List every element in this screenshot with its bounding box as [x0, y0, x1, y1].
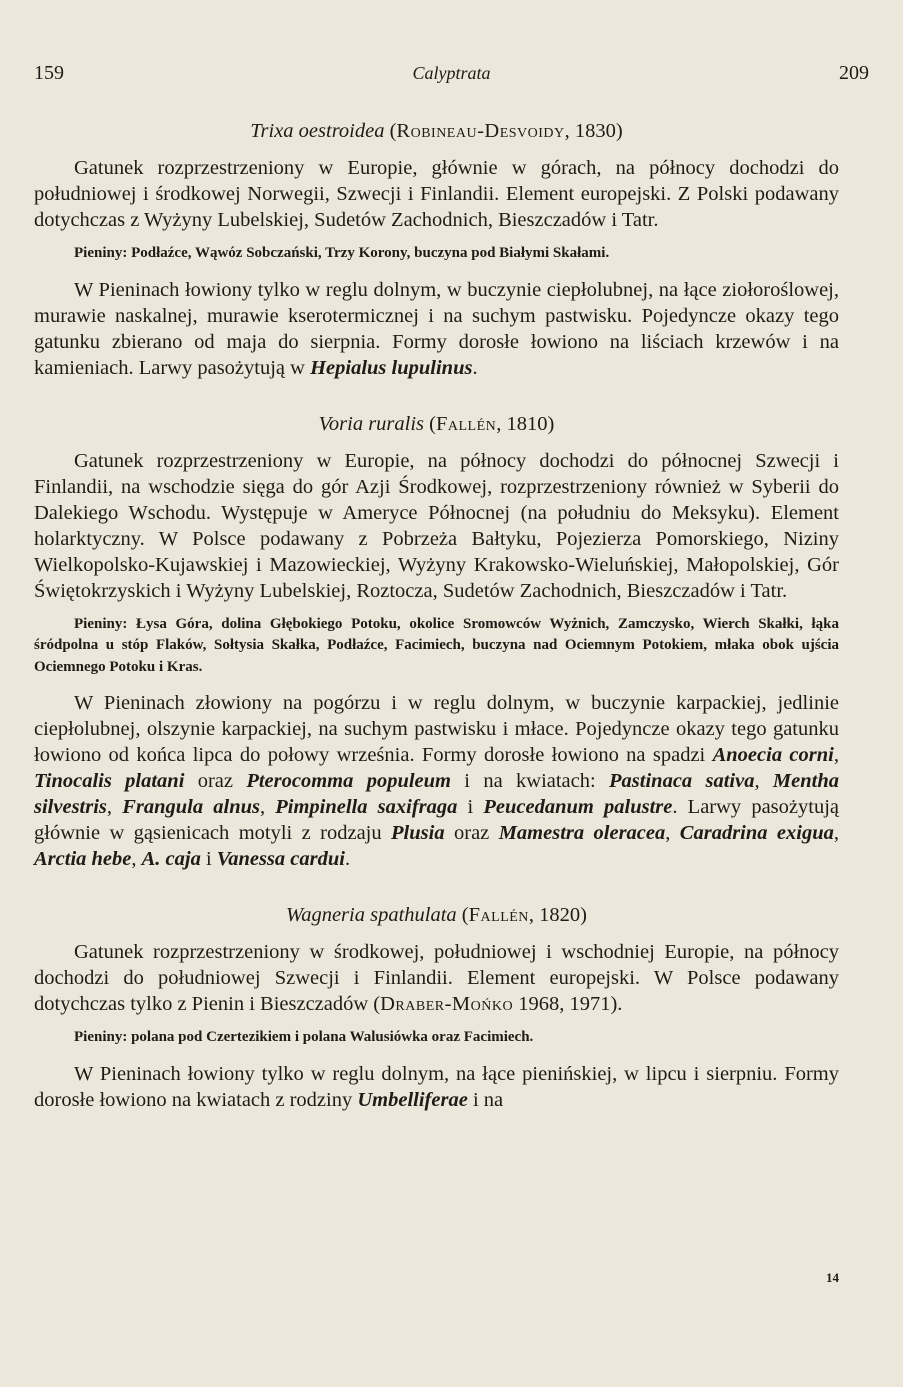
author-open: ( — [384, 120, 397, 142]
sep: i — [200, 848, 217, 870]
distribution-paragraph: Gatunek rozprzestrzeniony w Europie, na północy dochodzi do północnej Szwecji i Finlandii, na wschodzie sięga do gór Azji Środkowej, rozprzestrzeniony również w Syberii do Dalekiego Wschodu. Występuje w Ameryce Północnej (na południu do Meksyku). Element holarktyczny. W Polsce podawany z Pobrzeża Bałtyku, Pojezierza Pomorskiego, Niziny Wielkopolsko-Kujawskiej i Mazowieckiej, Wyżyny Krakowsko-Wieluńskiej, Małopolskiej, Gór Świętokrzyskich i Wyżyny Lubelskiej, Roztocza, Sudetów Zachodnich, Bieszczadów i Tatr. — [34, 449, 839, 602]
ecology-end: . — [472, 356, 478, 379]
citation-author: Draber-Mońko — [380, 993, 514, 1015]
species-year: , 1810) — [496, 412, 555, 435]
ecology-paragraph — [34, 690, 839, 872]
family-name: Umbelliferae — [357, 1088, 468, 1111]
running-header — [34, 62, 869, 86]
species-heading-voria — [34, 411, 839, 438]
species-ref: Mentha silvestris — [34, 770, 839, 818]
species-ref: Arctia hebe — [34, 848, 132, 870]
section-title: Calyptrata — [412, 63, 491, 83]
species-ref: Peucedanum palustre — [483, 796, 673, 818]
ecology-paragraph — [34, 1061, 839, 1113]
sep: . Larwy pasożytują głównie w gąsienicach motyli z rodzaju — [34, 796, 839, 844]
sep: , — [754, 770, 773, 792]
species-ref: Caradrina exigua — [679, 822, 834, 844]
pieniny-localities: Pieniny: Podłaźce, Wąwóz Sobczański, Trzy Korony, buczyna pod Białymi Skałami. — [74, 245, 610, 261]
pieniny-localities: Pieniny: polana pod Czertezikiem i polana Walusiówka oraz Facimiech. — [74, 1029, 534, 1045]
species-name: Trixa oestroidea — [250, 120, 385, 142]
species-ref: A. caja — [141, 848, 201, 870]
species-ref: Pimpinella saxifraga — [275, 796, 458, 818]
species-ref: Vanessa cardui — [216, 848, 345, 870]
sheet-number: 14 — [826, 1270, 839, 1285]
species-author: Fallén — [435, 412, 497, 435]
page-number-right: 209 — [839, 62, 869, 84]
species-heading-trixa — [34, 118, 839, 145]
ecology-text: W Pieninach łowiony tylko w reglu dolnym, w buczynie ciepłolubnej, na łące ziołoroślowej, murawie naskalnej, murawie kserotermicznej i na suchym pastwisku. Pojedyncze okazy tego gatunku zbierano od maja do sierpnia. Formy dorosłe łowiono na liściach krzewów i na kamieniach. Larwy pasożytują w — [34, 278, 839, 379]
sep: , — [131, 848, 142, 870]
author-open: ( — [424, 412, 436, 435]
distribution-text: Gatunek rozprzestrzeniony w środkowej, południowej i wschodniej Europie, na północy dochodzi do południowej Szwecji i Finlandii. Element europejski. W Polsce podawany dotychczas tylko z Pienin i Bieszczadów ( — [34, 941, 839, 1015]
species-name: Wagneria spathulata — [286, 904, 457, 926]
sep: , — [106, 796, 123, 818]
sep: , — [833, 744, 839, 766]
species-author: Robineau-Desvoidy — [396, 120, 565, 142]
species-ref: Plusia — [391, 822, 445, 844]
ecology-paragraph — [34, 277, 839, 381]
species-ref: Pterocomma populeum — [246, 770, 451, 792]
species-ref: Frangula alnus — [122, 796, 260, 818]
species-ref: Anoecia corni — [712, 744, 834, 766]
species-ref: Mamestra oleracea — [498, 822, 666, 844]
sep: , — [259, 796, 276, 818]
sep: . — [344, 848, 351, 870]
sep: i na kwiatach: — [450, 770, 610, 792]
host-species: Hepialus lupulinus — [310, 356, 473, 379]
species-year: , 1830) — [564, 120, 623, 142]
species-name: Voria ruralis — [318, 412, 425, 435]
pieniny-localities: Pieniny: Łysa Góra, dolina Głębokiego Potoku, okolice Sromowców Wyżnich, Zamczysko, Wierch Skałki, łąka śródpolna u stóp Flaków, Sołtysia Skałka, Podłaźce, Facimiech, buczyna nad Ociemnym Potokiem, młaka obok ujścia Ociemnego Potoku i Kras. — [34, 615, 839, 675]
ecology-text: W Pieninach łowiony tylko w reglu dolnym, na łące pienińskiej, w lipcu i sierpniu. Formy dorosłe łowiono na kwiatach z rodziny — [34, 1062, 839, 1111]
author-open: ( — [456, 904, 469, 926]
sep: oraz — [444, 822, 499, 844]
sep: oraz — [184, 770, 247, 792]
sep: i — [457, 796, 484, 818]
species-heading-wagneria — [34, 902, 839, 929]
sep: , — [833, 822, 840, 844]
species-author: Fallén — [468, 904, 529, 926]
distribution-paragraph — [34, 939, 839, 1017]
sep: , — [665, 822, 680, 844]
species-year: , 1820) — [528, 904, 587, 926]
distribution-paragraph: Gatunek rozprzestrzeniony w Europie, głównie w górach, na północy dochodzi do południowej i środkowej Norwegii, Szwecji i Finlandii. Element europejski. Z Polski podawany dotychczas z Wyżyny Lubelskiej, Sudetów Zachodnich, Bieszczadów i Tatr. — [34, 157, 839, 231]
species-ref: Tinocalis platani — [34, 770, 185, 792]
page-body — [34, 118, 839, 1113]
page-number-left: 159 — [34, 62, 64, 84]
citation-years: 1968, 1971). — [513, 993, 623, 1015]
ecology-text: W Pieninach złowiony na pogórzu i w reglu dolnym, w buczynie karpackiej, jedlinie ciepłolubnej, olszynie karpackiej, na suchym pastwisku i młace. Pojedyncze okazy tego gatunku łowiono od końca lipca do połowy września. Formy dorosłe łowiono na spadzi — [34, 692, 839, 766]
ecology-end: i na — [467, 1088, 504, 1111]
species-ref: Pastinaca sativa — [609, 770, 755, 792]
